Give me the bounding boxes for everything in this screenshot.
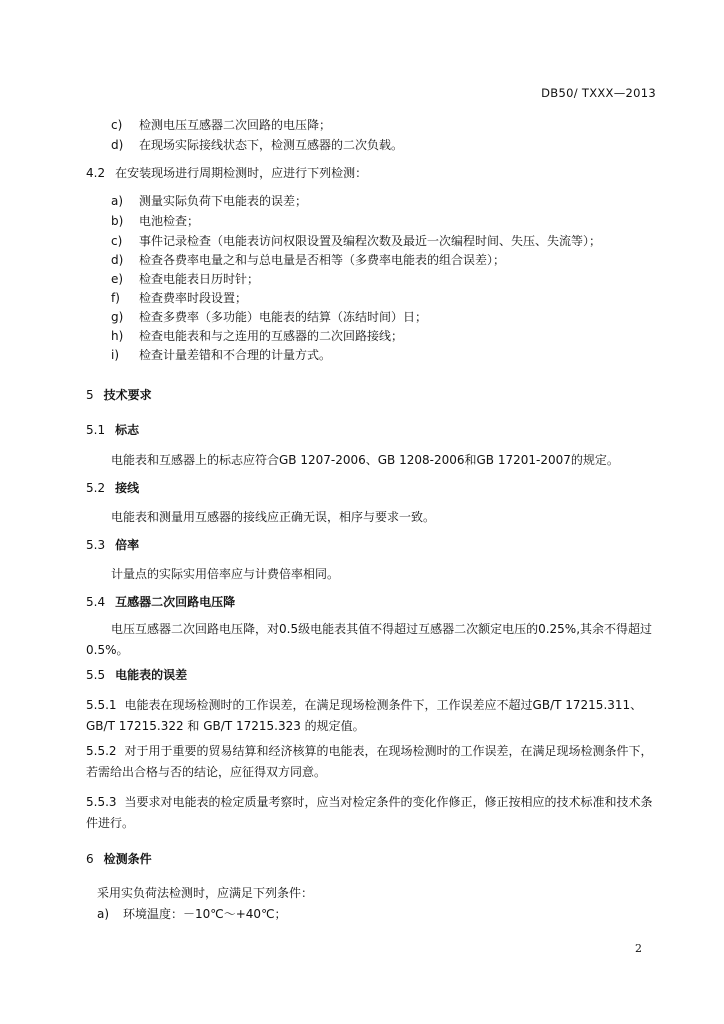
section-number: 5.4 — [86, 595, 106, 609]
list-text: 在现场实际接线状态下，检测互感器的二次负载。 — [139, 138, 404, 152]
clause-text: 当要求对电能表的检定质量考察时，应当对检定条件的变化作修正，修正按相应的技术标准和技术条件进行。 — [86, 795, 653, 830]
section-title: 电能表的误差 — [115, 668, 188, 682]
list-marker: g) — [111, 310, 124, 324]
list-marker: b) — [111, 214, 124, 228]
section-title: 互感器二次回路电压降 — [115, 595, 236, 609]
list-text: 事件记录检查（电能表访问权限设置及编程次数及最近一次编程时间、失压、失流等）； — [139, 234, 602, 248]
list-marker: d) — [111, 253, 124, 267]
list-marker: f) — [111, 291, 120, 305]
list-text: 检查电能表和与之连用的互感器的二次回路接线； — [139, 329, 404, 343]
section-number: 5.2 — [86, 481, 106, 495]
clause-text: 电能表在现场检测时的工作误差，在满足现场检测条件下，工作误差应不超过GB/T 17215.311、GB/T 17215.322 和 GB/T 17215.323 的规定值。 — [86, 698, 643, 733]
section-number: 5.5 — [86, 668, 106, 682]
list-marker: c) — [111, 118, 123, 132]
clause-5-5-3 — [86, 792, 658, 834]
list-item — [111, 194, 307, 209]
list-text: 测量实际负荷下电能表的误差； — [139, 194, 308, 208]
section-number: 5.3 — [86, 538, 106, 552]
section-heading-6 — [86, 852, 152, 867]
list-item — [111, 234, 601, 249]
section-number: 5.1 — [86, 423, 106, 437]
page-number: 2 — [635, 942, 642, 955]
clause-5-5-2 — [86, 741, 658, 783]
clause-text: 在安装现场进行周期检测时，应进行下列检测： — [115, 166, 368, 180]
section-heading-5-2 — [86, 481, 139, 496]
list-marker: e) — [111, 272, 124, 286]
section-heading-5 — [86, 388, 152, 403]
section-title: 接线 — [115, 481, 140, 495]
section-title: 倍率 — [115, 538, 140, 552]
list-text: 环境温度：－10℃～+40℃； — [123, 907, 287, 921]
list-text: 电池检查； — [139, 214, 200, 228]
list-item — [111, 272, 259, 287]
clause-number: 5.5.2 — [86, 744, 117, 758]
list-text: 检查多费率（多功能）电能表的结算（冻结时间）日； — [139, 310, 428, 324]
clause-number: 4.2 — [86, 166, 106, 180]
section-number: 6 — [86, 852, 94, 866]
paragraph: 电能表和测量用互感器的接线应正确无误，相序与要求一致。 — [111, 510, 436, 524]
list-text: 检查各费率电量之和与总电量是否相等（多费率电能表的组合误差）； — [139, 253, 506, 267]
paragraph: 电压互感器二次回路电压降，对0.5级电能表其值不得超过互感器二次额定电压的0.25%,其余不得超过0.5%。 — [86, 622, 653, 657]
clause-number: 5.5.3 — [86, 795, 117, 809]
list-marker: i) — [111, 348, 120, 362]
list-marker: c) — [111, 234, 123, 248]
list-item — [111, 138, 403, 153]
list-text: 检查电能表日历时针； — [139, 272, 260, 286]
list-marker: h) — [111, 329, 124, 343]
list-text: 检测电压互感器二次回路的电压降； — [139, 118, 332, 132]
paragraph: 电能表和互感器上的标志应符合GB 1207-2006、GB 1208-2006和GB 17201-2007的规定。 — [111, 453, 619, 467]
clause-number: 5.5.1 — [86, 698, 117, 712]
list-item — [111, 291, 247, 306]
list-marker: a) — [111, 194, 124, 208]
clause-5-5-1 — [86, 695, 658, 737]
section-heading-5-5 — [86, 668, 187, 683]
list-text: 检查计量差错和不合理的计量方式。 — [139, 348, 332, 362]
paragraph: 采用实负荷法检测时，应满足下列条件： — [97, 886, 314, 900]
header-standard-code: DB50/ TXXX—2013 — [541, 86, 656, 100]
list-item — [97, 907, 287, 922]
list-item — [111, 348, 331, 363]
list-item — [111, 253, 505, 268]
clause-text: 对于用于重要的贸易结算和经济核算的电能表，在现场检测时的工作误差，在满足现场检测条件下，若需给出合格与否的结论，应征得双方同意。 — [86, 744, 653, 779]
section-number: 5 — [86, 388, 94, 402]
list-item — [111, 329, 403, 344]
section-heading-5-3 — [86, 538, 139, 553]
paragraph: 计量点的实际实用倍率应与计费倍率相同。 — [111, 567, 340, 581]
clause-4-2 — [86, 166, 367, 181]
section-heading-5-1 — [86, 423, 139, 438]
list-item — [111, 214, 199, 229]
section-title: 技术要求 — [103, 388, 152, 402]
list-text: 检查费率时段设置； — [139, 291, 248, 305]
section-title: 检测条件 — [103, 852, 152, 866]
section-heading-5-4 — [86, 595, 235, 610]
list-marker: a) — [97, 907, 110, 921]
list-item — [111, 118, 331, 133]
list-marker: d) — [111, 138, 124, 152]
list-item — [111, 310, 427, 325]
section-title: 标志 — [115, 423, 140, 437]
